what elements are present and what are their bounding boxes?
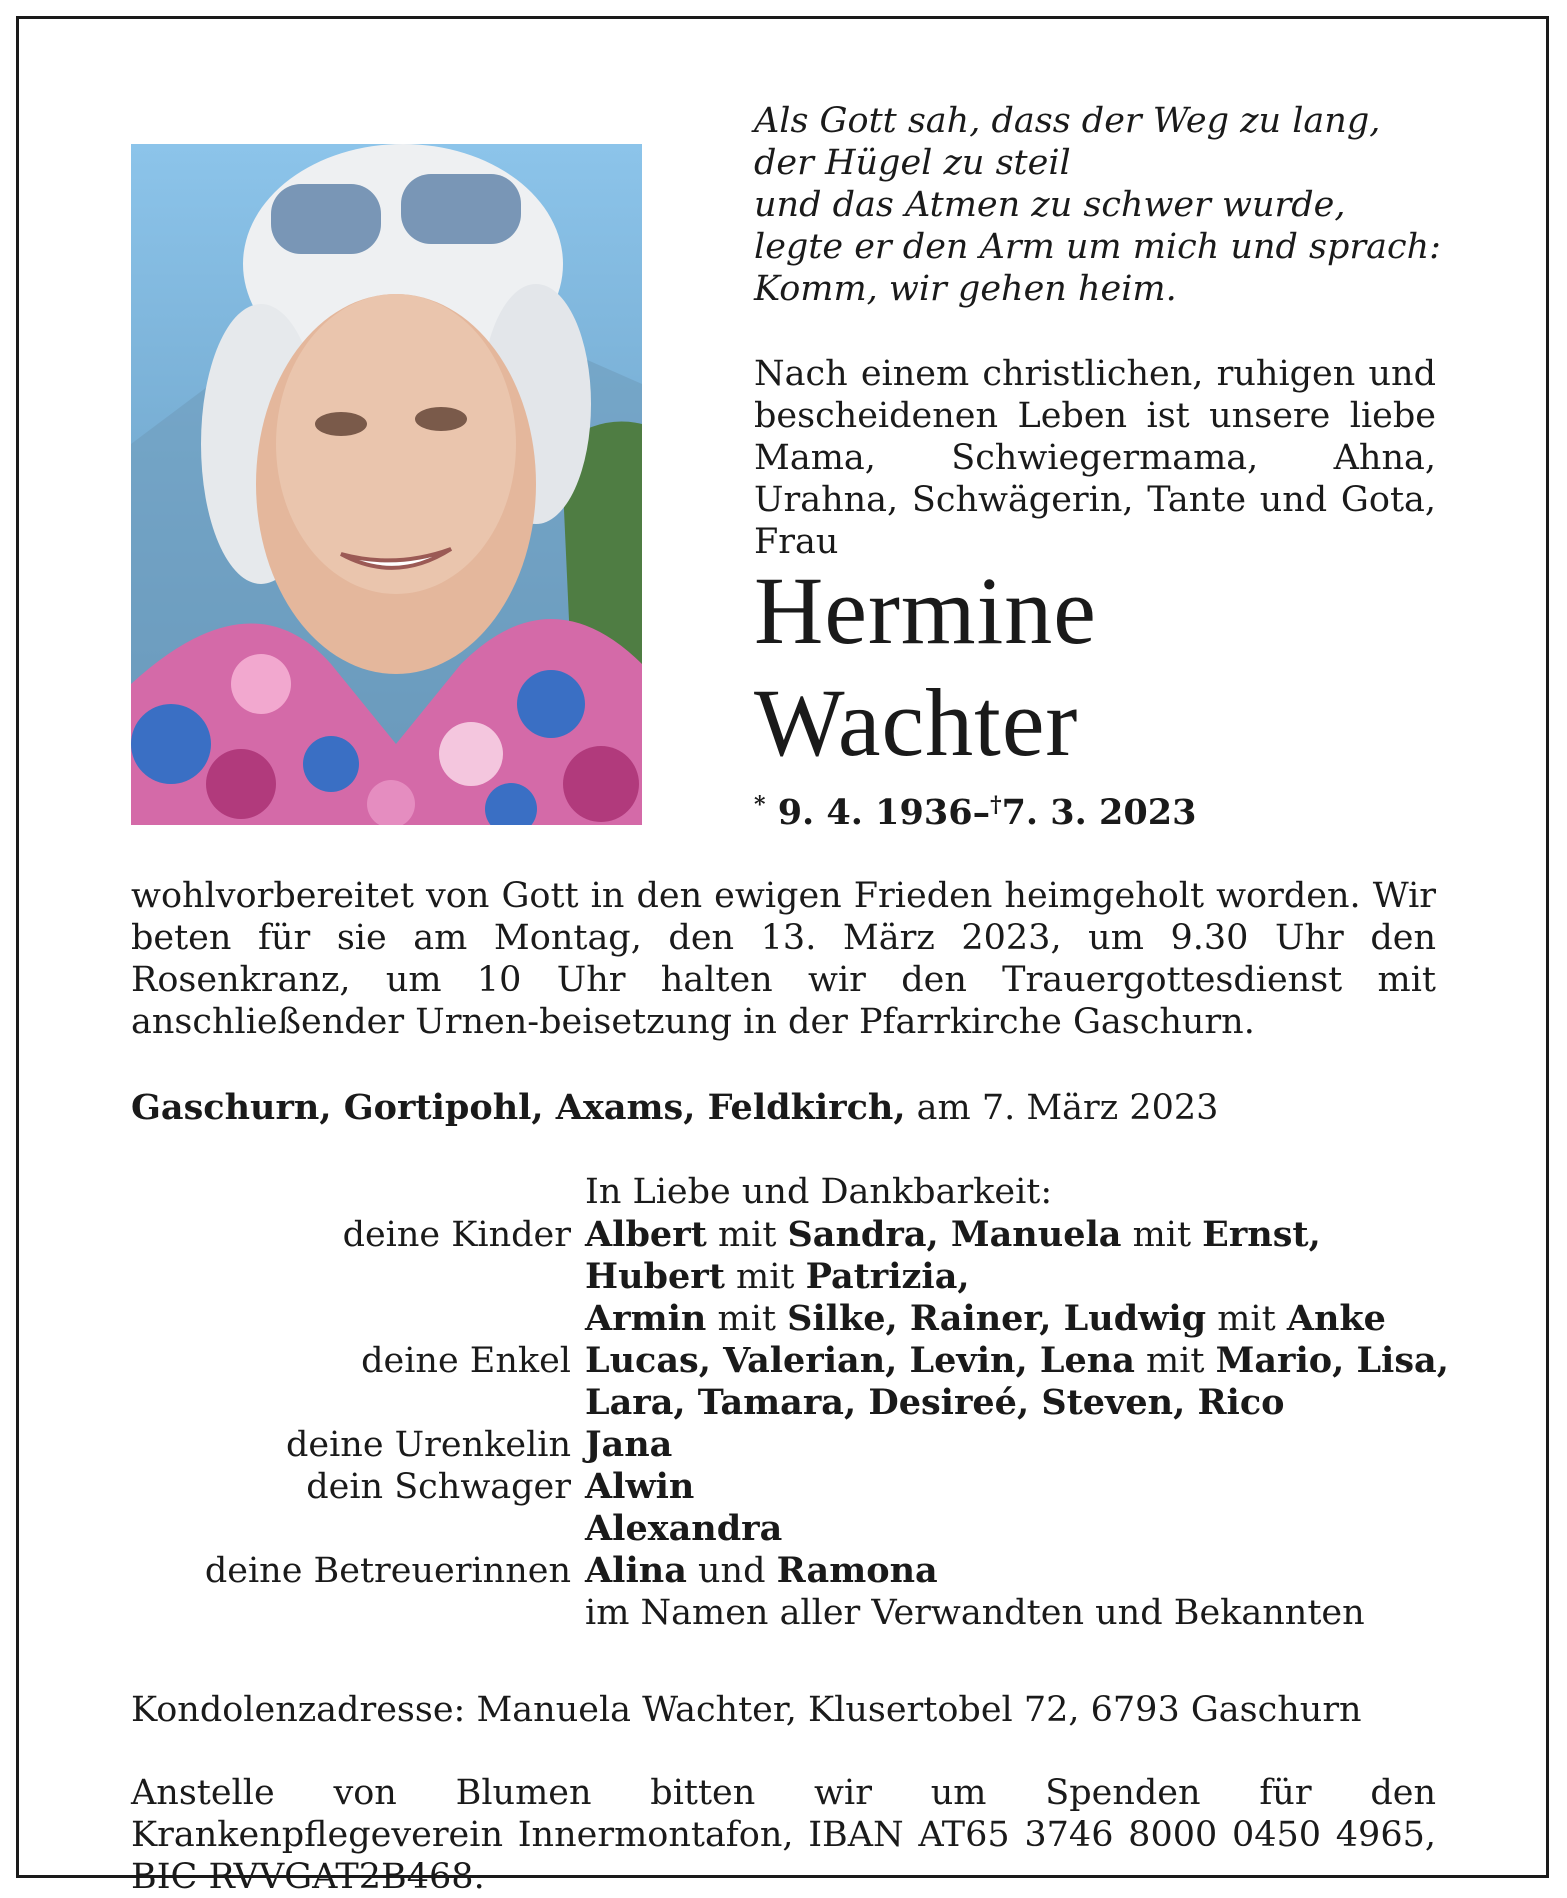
relation-names: Jana (585, 1424, 673, 1465)
deceased-name (754, 555, 1097, 779)
family-row (131, 1550, 1451, 1592)
relation-names: Alexandra (585, 1508, 783, 1549)
family-row (131, 1340, 1451, 1382)
towns: Gaschurn, Gortipohl, Axams, Feldkirch, (131, 1087, 906, 1128)
first-name: Hermine (754, 557, 1097, 664)
place-and-date (131, 1087, 1218, 1128)
family-row (131, 1508, 1451, 1550)
relation-names: Alina und Ramona (585, 1550, 938, 1591)
poem (754, 100, 1454, 310)
announcement-text: wohlvorbereitet von Gott in den ewigen Frieden heimgeholt worden. Wir beten für sie am Montag, den 13. März 2023, um 9.30 Uhr den Rosenkranz, um 10 Uhr halten wir den Trauergottesdienst mit anschließender Urnen-beisetzung in der Pfarrkirche Gaschurn. (131, 876, 1436, 1042)
family-row (131, 1256, 1451, 1298)
announcement-date: am 7. März 2023 (905, 1088, 1219, 1128)
family-row (131, 1466, 1451, 1508)
relation-label: deine Enkel (361, 1341, 571, 1381)
poem-line: und das Atmen zu schwer wurde, (754, 185, 1346, 225)
donation-note: Anstelle von Blumen bitten wir um Spenden für den Krankenpflegeverein Innermontafon, IBAN AT65 3746 8000 0450 4965, BIC RVVGAT2B468. (131, 1773, 1436, 1897)
relation-names: Lucas, Valerian, Levin, Lena mit Mario, Lisa, (585, 1340, 1449, 1381)
birth-symbol: * (754, 792, 766, 818)
death-symbol: † (990, 792, 1002, 818)
life-dates (754, 792, 1196, 833)
date-separator: – (972, 792, 991, 833)
family-row (131, 1214, 1451, 1256)
death-date: 7. 3. 2023 (1001, 792, 1197, 833)
relation-names: Alwin (585, 1466, 695, 1507)
family-list (131, 1214, 1451, 1634)
family-row (131, 1424, 1451, 1466)
family-row (131, 1382, 1451, 1424)
family-heading: In Liebe und Dankbarkeit: (585, 1172, 1053, 1212)
family-row (131, 1298, 1451, 1340)
relation-names: Lara, Tamara, Desireé, Steven, Rico (585, 1382, 1285, 1423)
relation-label: deine Urenkelin (285, 1425, 571, 1465)
poem-line: Komm, wir gehen heim. (754, 269, 1177, 309)
poem-line: der Hügel zu steil (754, 143, 1071, 183)
relation-names: Armin mit Silke, Rainer, Ludwig mit Anke (585, 1298, 1386, 1339)
poem-line: Als Gott sah, dass der Weg zu lang, (754, 101, 1381, 141)
intro-text: Nach einem christlichen, ruhigen und bescheidenen Leben ist unsere liebe Mama, Schwiegermama, Ahna, Urahna, Schwägerin, Tante und Gota, Frau (754, 354, 1436, 562)
closing-line: im Namen aller Verwandten und Bekannten (585, 1593, 1365, 1633)
relation-label: deine Kinder (342, 1215, 571, 1255)
last-name: Wachter (754, 669, 1079, 776)
portrait-photo (131, 144, 642, 825)
relation-label: deine Betreuerinnen (204, 1551, 571, 1591)
condolence-address: Kondolenzadresse: Manuela Wachter, Klusertobel 72, 6793 Gaschurn (131, 1690, 1362, 1730)
relation-names: Hubert mit Patrizia, (585, 1256, 970, 1297)
poem-line: legte er den Arm um mich und sprach: (754, 227, 1441, 267)
relation-names: Albert mit Sandra, Manuela mit Ernst, (585, 1214, 1321, 1255)
relation-label: dein Schwager (306, 1467, 571, 1507)
family-row (131, 1592, 1451, 1634)
birth-date: 9. 4. 1936 (777, 792, 973, 833)
